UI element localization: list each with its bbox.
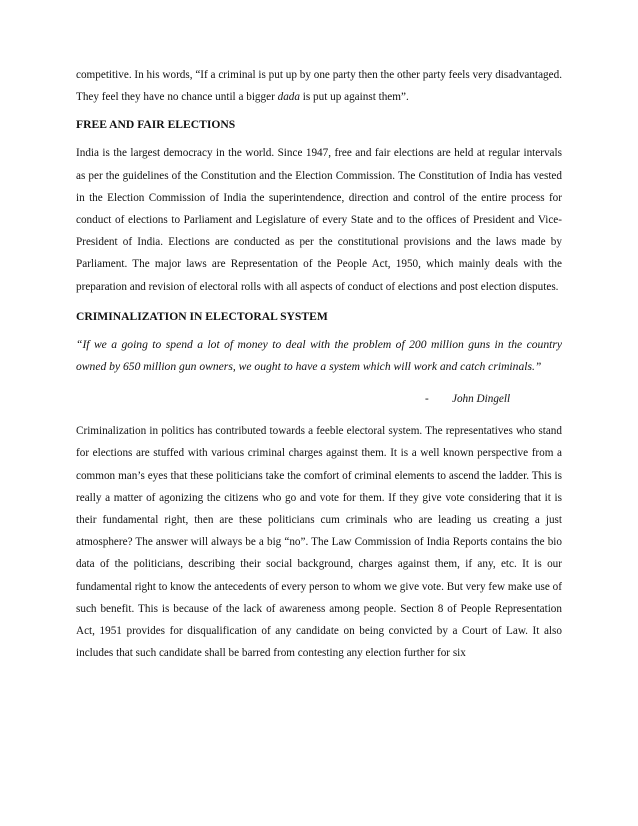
quote-author: John Dingell xyxy=(452,393,511,406)
section-heading-criminalization: CRIMINALIZATION IN ELECTORAL SYSTEM xyxy=(76,309,328,323)
intro-text-1: competitive. In his words, “If a criminal is put up by one party then the other party feels very disadvantaged. They feel they have no chance until a bigger xyxy=(76,69,562,104)
document-page xyxy=(76,64,562,664)
quote-attribution xyxy=(76,388,562,410)
paragraph-elections: India is the largest democracy in the world. Since 1947, free and fair elections are held at regular intervals as per the guidelines of the Constitution and the Election Commission. The Constitution of India has vested in the Election Commission of India the superintendence, direction and control of the entire process for conduct of elections to Parliament and Legislature of every State and to the offices of President and Vice-President of India. Elections are conducted as per the constitutional provisions and the laws made by Parliament. The major laws are Representation of the People Act, 1950, which mainly deals with the preparation and revision of electoral rolls with all aspects of conduct of elections and post election disputes. xyxy=(76,147,562,293)
quote-text: “If we a going to spend a lot of money to deal with the problem of 200 million guns in the country owned by 650 million gun owners, we ought to have a system which will work and catch criminals.” xyxy=(76,337,562,374)
section-heading-free-fair-elections: FREE AND FAIR ELECTIONS xyxy=(76,118,236,132)
intro-italic-word: dada xyxy=(277,91,300,104)
intro-text-2: is put up against them”. xyxy=(299,91,409,104)
paragraph-criminalization: Criminalization in politics has contributed towards a feeble electoral system. The representatives who stand for elections are stuffed with various criminal charges against them. It is a well known perspective from a common man’s eyes that these politicians take the comfort of criminal elements to ascend the ladder. This is really a matter of agonizing the citizens who go and vote for them. If they give vote considering that it is their fundamental right, then are these politicians cum criminals who are leading us creating a just atmosphere? The answer will always be a big “no”. The Law Commission of India Reports contains the bio data of the politicians, describing their social background, charges against them, if any, etc. It is our fundamental right to know the antecedents of every person to whom we give vote. But very few make use of such benefit. This is because of the lack of awareness among people. Section 8 of People Representation Act, 1951 provides for disqualification of any candidate on being convicted by a Court of Law. It also includes that such candidate shall be barred from contesting any election further for six xyxy=(76,425,562,660)
intro-paragraph xyxy=(76,64,562,108)
attribution-dash: - xyxy=(425,393,429,406)
